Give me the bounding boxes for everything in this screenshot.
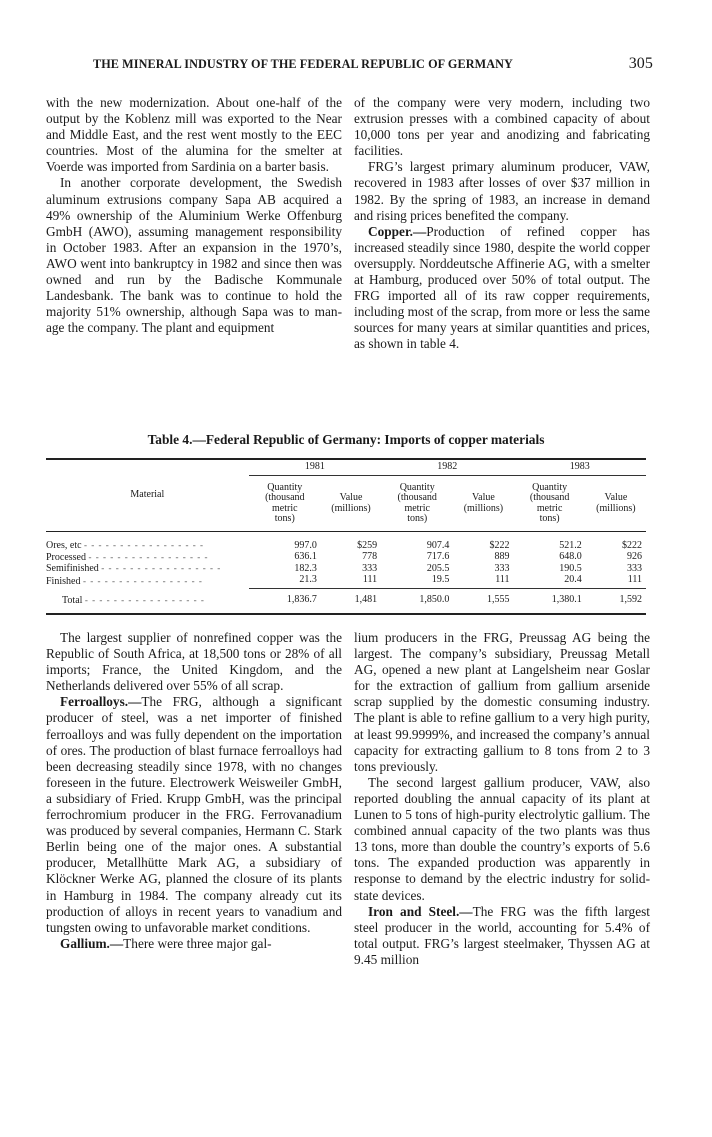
cell: 648.0 [559, 551, 582, 562]
column-bottom-right [354, 630, 650, 968]
section-heading-copper: Copper.— [368, 223, 427, 239]
running-head-title: THE MINERAL INDUSTRY OF THE FEDERAL REPUBLIC OF GERMANY [93, 57, 513, 71]
cell: 1,380.1 [514, 589, 586, 615]
table-row: Processed - - - - - - - - - - - - - - - - - 636.1 778 717.6 889 648.0 926 [46, 552, 646, 564]
row-label: Finished [46, 575, 81, 587]
table-title: Table 4.—Federal Republic of Germany: Imports of copper materials [147, 432, 545, 447]
paragraph: The largest supplier of nonrefined copper was the Republic of South Africa, at 18,500 tons or 28% of all imports; France, the United Kingdom, and the Netherlands delivered over 55% of all scrap. [46, 630, 342, 694]
row-label: Processed [46, 551, 86, 563]
running-head [93, 55, 653, 73]
table-row: Ores, etc - - - - - - - - - - - - - - - - - 997.0 $259 907.4 $222 521.2 $222 [46, 532, 646, 552]
value-header: Value (millions) [596, 492, 636, 514]
cell: $222 [489, 539, 510, 551]
column-top-left [46, 95, 342, 336]
row-label: Ores, etc [46, 540, 82, 551]
paragraph-text: The FRG, although a significant producer of steel, was a net importer of finished ferroalloys and was fully dependent on the importation of ores. The production of blast furnace ferroalloys had been decreasing steadily since 1978, with no changes foreseen in the future. Electrowerk Weisweiler GmbH, a subsidiary of Fried. Krupp GmbH, was the principal ferrochromium producer in the FRG. Ferrovanadium was produced by several companies, Hermann C. Stark Berlin being one of the major ones. A substantial producer, Metallhütte Mark AG, a subsidiary of Klöckner Werke AG, planned the closure of its plants in Hamburg in 1984. The company already cut its production of alloys in recent years to vanadium and tungsten owing to unfavorable market conditions. [46, 694, 342, 935]
cell: 636.1 [294, 551, 317, 562]
row-label: Total [62, 594, 83, 606]
cell: 1,836.7 [249, 589, 321, 615]
material-column-header: Material [46, 459, 249, 532]
table-total-row: Total - - - - - - - - - - - - - - - - - 1,836.7 1,481 1,850.0 1,555 1,380.1 1,592 [46, 589, 646, 615]
cell: 111 [362, 573, 378, 585]
cell: 333 [362, 562, 378, 574]
paragraph-gallium [46, 936, 342, 952]
section-heading-ferroalloys: Ferroalloys.— [60, 694, 142, 710]
paragraph-text: The FRG was the fifth largest steel producer in the world, accounting for 5.4% of total output. FRG’s largest steelmaker, Thyssen AG at 9.45 million [354, 903, 650, 967]
cell: 997.0 [294, 539, 317, 551]
year-header-1981: 1981 [249, 459, 381, 476]
paragraph-text: Production of refined copper has increased steadily since 1980, despite the world copper oversupply. Norddeutsche Affinerie AG, with a smelter at Hamburg, produced over 50% of total output. The FRG imported all of its raw copper requirements, including most of the scrap, from more or less the same sources for many years at similar quantities and prices, as shown in table 4. [354, 223, 650, 352]
paragraph: of the company were very modern, including two extrusion presses with a combined capacity of about 10,000 tons per year and anodizing and fabricating facilities. [354, 95, 650, 159]
cell: 205.5 [426, 562, 450, 574]
cell: 1,592 [586, 589, 646, 615]
cell: 333 [627, 562, 642, 574]
quantity-header: Quantity (thousand metric tons) [529, 481, 570, 524]
cell: 21.3 [299, 573, 317, 585]
cell: 333 [494, 562, 510, 574]
cell: 182.3 [294, 562, 317, 574]
year-header-1983: 1983 [514, 459, 646, 476]
cell: 1,555 [453, 589, 513, 615]
cell: 778 [362, 551, 378, 562]
cell: 717.6 [426, 551, 450, 562]
column-top-right [354, 95, 650, 353]
cell: 1,481 [321, 589, 381, 615]
year-header-1982: 1982 [381, 459, 513, 476]
table-row: Semifinished - - - - - - - - - - - - - - - - - 182.3 333 205.5 333 190.5 333 [46, 563, 646, 575]
paragraph-ferroalloys [46, 694, 342, 935]
paragraph-text: There were three major gal- [123, 935, 272, 951]
value-header: Value (millions) [463, 492, 504, 514]
cell: 20.4 [564, 573, 582, 585]
section-heading-gallium: Gallium.— [60, 935, 124, 951]
quantity-header: Quantity (thousand metric tons) [265, 481, 305, 524]
paragraph-iron-steel [354, 904, 650, 968]
cell: 19.5 [431, 573, 450, 585]
cell: 926 [627, 551, 642, 562]
section-heading-iron-steel: Iron and Steel.— [368, 903, 473, 919]
quantity-header: Quantity (thousand metric tons) [397, 481, 437, 524]
paragraph: FRG’s largest primary aluminum producer, VAW, recovered in 1983 after losses of over $37 million in 1982. By the spring of 1983, an increase in demand and rising prices benefited the company. [354, 159, 650, 223]
cell: 190.5 [559, 562, 582, 574]
row-label: Semifinished [46, 563, 99, 574]
paragraph: In another corporate development, the Swedish aluminum extrusions company Sapa AB acquired a 49% ownership of the Aluminium Werke Offenburg GmbH (AWO), assuming management responsibility in October 1983. After an expansion in the 1970’s, AWO went into bankruptcy in 1982 and since then was owned and run by the Badische Kommunale Landesbank. The bank was to continue to hold the majority 51% ownership, although Sapa was to manage the company. The plant and equipment [46, 175, 342, 336]
cell: 1,850.0 [381, 589, 453, 615]
value-header: Value (millions) [331, 492, 371, 514]
paragraph: The second largest gallium producer, VAW, also reported doubling the annual capacity of its plant at Lunen to 5 tons of high-purity electrolytic gallium. The combined annual capacity of the two plants was thus 13 tons, more than double the country’s exports of 5.6 tons. The expanded production was apparently in response to demand by the electric industry for solid-state devices. [354, 774, 650, 903]
paragraph: lium producers in the FRG, Preussag AG being the largest. The company’s subsidiary, Preussag Metall AG, opened a new plant at Langelsheim near Goslar for the extraction of gallium from gallium arsenide scrap supplied by the domestic consuming industry. The plant is able to refine gallium to a very high purity, at least 99.9999%, and increased the company’s annual capacity for extracting gallium to 8 tons from 2 to 3 tons previously. [354, 630, 650, 774]
cell: 907.4 [426, 539, 450, 551]
cell: 111 [627, 573, 642, 585]
table-row: Finished - - - - - - - - - - - - - - - - - 21.3 111 19.5 111 20.4 111 [46, 575, 646, 589]
paragraph-copper [354, 224, 650, 353]
cell: 521.2 [559, 539, 582, 551]
cell: 889 [494, 551, 510, 562]
page-number: 305 [628, 55, 653, 72]
paragraph: with the new modernization. About one-half of the output by the Koblenz mill was exported to the Near and Middle East, and the rest went mostly to the EEC countries. Most of the alumina for the smelter at Voerde was imported from Sardinia on a barter basis. [46, 95, 342, 175]
copper-imports-table [46, 458, 646, 615]
column-bottom-left [46, 630, 342, 952]
cell: $259 [357, 539, 378, 551]
cell: $222 [622, 539, 642, 551]
cell: 111 [495, 573, 510, 585]
